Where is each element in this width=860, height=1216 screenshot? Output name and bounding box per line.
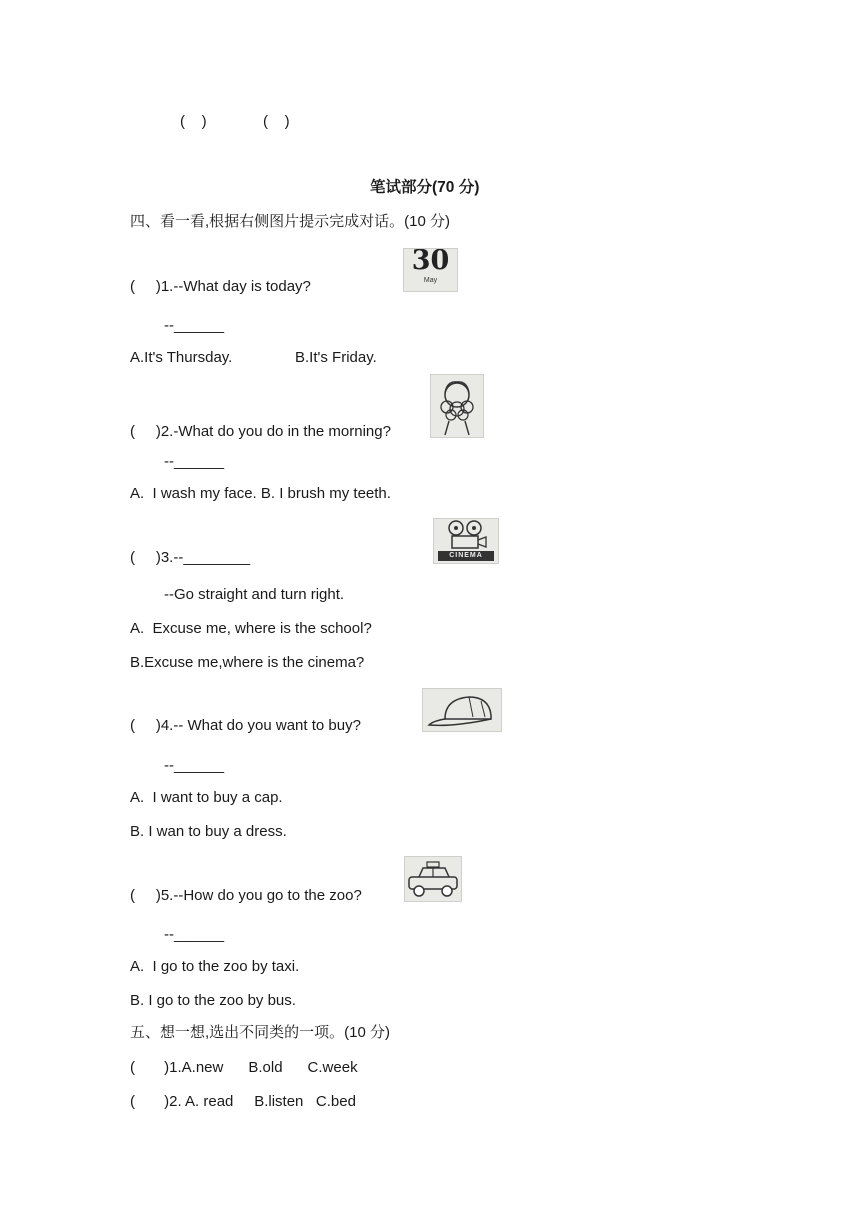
calendar-picture [403, 248, 458, 292]
question-3: ( )3.--________ [130, 549, 251, 566]
question-4: ( )4.-- What do you want to buy? [130, 717, 361, 734]
option-5a: A. I go to the zoo by taxi. [130, 958, 300, 975]
cinema-label: CINEMA [449, 552, 483, 559]
written-part-title: 笔试部分(70 分) [370, 179, 480, 196]
answer-line-4: --______ [164, 757, 225, 774]
taxi-icon [405, 857, 461, 901]
cap-picture [422, 688, 502, 732]
option-1b: B.It's Friday. [295, 349, 377, 366]
answer-blank: ( ) [180, 113, 207, 130]
section5-item-1: ( )1.A.new B.old C.week [130, 1059, 358, 1076]
option-3a: A. Excuse me, where is the school? [130, 620, 372, 637]
option-4a: A. I want to buy a cap. [130, 789, 283, 806]
cap-icon [423, 689, 501, 731]
question-5: ( )5.--How do you go to the zoo? [130, 887, 362, 904]
answer-line-2: --______ [164, 453, 225, 470]
question-1: ( )1.--What day is today? [130, 278, 311, 295]
calendar-month: May [423, 277, 438, 284]
question-2: ( )2.-What do you do in the morning? [130, 423, 391, 440]
answer-line-5: --______ [164, 926, 225, 943]
cinema-picture [433, 518, 499, 564]
answer-line-3: --Go straight and turn right. [164, 586, 345, 603]
section5-heading: 五、想一想,选出不同类的一项。(10 分) [130, 1024, 391, 1041]
option-4b: B. I wan to buy a dress. [130, 823, 287, 840]
girl-washing-face-icon [431, 375, 483, 437]
taxi-picture [404, 856, 462, 902]
option-1a: A.It's Thursday. [130, 349, 233, 366]
section4-heading: 四、看一看,根据右侧图片提示完成对话。(10 分) [130, 213, 451, 230]
section5-item-2: ( )2. A. read B.listen C.bed [130, 1093, 356, 1110]
option-2: A. I wash my face. B. I brush my teeth. [130, 485, 391, 502]
option-5b: B. I go to the zoo by bus. [130, 992, 296, 1009]
answer-line-1: --______ [164, 317, 225, 334]
answer-blank: ( ) [263, 113, 290, 130]
option-3b: B.Excuse me,where is the cinema? [130, 654, 365, 671]
calendar-number: 30 [411, 248, 450, 276]
girl-washing-face-picture [430, 374, 484, 438]
